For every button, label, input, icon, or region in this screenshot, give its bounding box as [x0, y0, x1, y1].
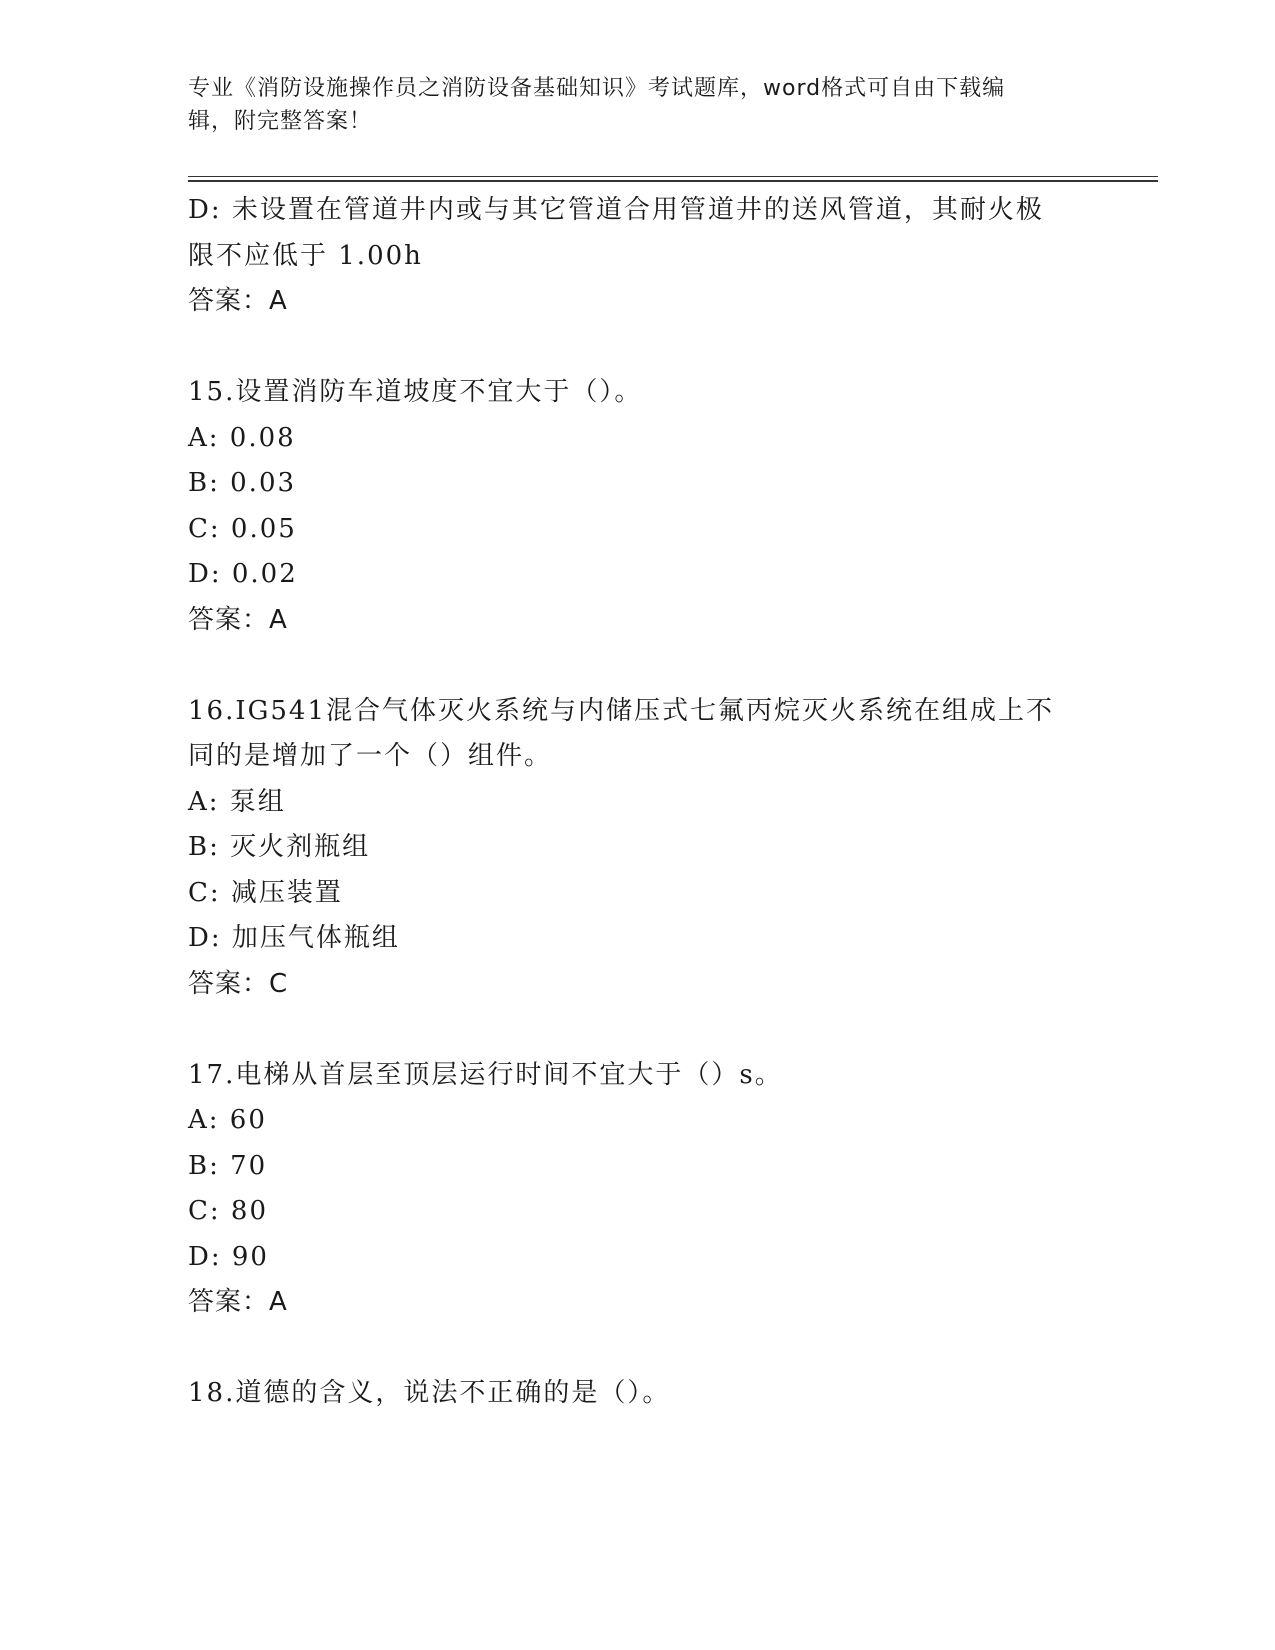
- option-d-continued: 限不应低于 1.00h: [188, 240, 423, 271]
- option-d: D: 未设置在管道井内或与其它管道合用管道井的送风管道，其耐火极: [188, 195, 1044, 225]
- answer-line: 答案：A: [188, 1287, 288, 1317]
- question-18: [188, 1371, 1088, 1417]
- option-d: D: 0.02: [188, 559, 298, 589]
- spacer: [188, 325, 1088, 371]
- option-a: A: 泵组: [188, 786, 286, 817]
- header-divider-thick: [188, 180, 1158, 182]
- option-c: C: 0.05: [188, 513, 297, 544]
- option-c: C: 80: [188, 1196, 269, 1226]
- answer-line: 答案：A: [188, 286, 288, 316]
- spacer: [188, 1326, 1088, 1372]
- header-line-1: 专业《消防设施操作员之消防设备基础知识》考试题库，word格式可自由下载编: [188, 76, 1006, 101]
- question-stem: 16.IG541混合气体灭火系统与内储压式七氟丙烷灭火系统在组成上不: [188, 695, 1055, 726]
- option-a: A: 0.08: [188, 422, 296, 453]
- question-16: [188, 689, 1088, 1008]
- question-17: [188, 1053, 1088, 1326]
- question-15: [188, 370, 1088, 643]
- option-c: C: 减压装置: [188, 877, 343, 908]
- header-divider-thin: [188, 176, 1158, 177]
- option-b: B: 70: [188, 1150, 268, 1181]
- answer-line: 答案：C: [188, 968, 289, 999]
- option-b: B: 0.03: [188, 468, 297, 498]
- question-stem-continued: 同的是增加了一个（）组件。: [188, 741, 553, 771]
- spacer: [188, 643, 1088, 689]
- question-list: [188, 188, 1088, 1417]
- option-d: D: 加压气体瓶组: [188, 923, 400, 953]
- question-14-tail: [188, 188, 1088, 325]
- header-line-2: 辑，附完整答案！: [188, 109, 373, 134]
- question-stem: 17.电梯从首层至顶层运行时间不宜大于（）s。: [188, 1059, 783, 1090]
- document-header: [188, 72, 1068, 138]
- question-stem: 18.道德的含义，说法不正确的是（）。: [188, 1378, 671, 1408]
- spacer: [188, 1007, 1088, 1053]
- option-a: A: 60: [188, 1105, 267, 1135]
- answer-line: 答案：A: [188, 604, 288, 635]
- option-d: D: 90: [188, 1241, 269, 1272]
- option-b: B: 灭火剂瓶组: [188, 832, 371, 862]
- question-stem: 15.设置消防车道坡度不宜大于（）。: [188, 377, 643, 407]
